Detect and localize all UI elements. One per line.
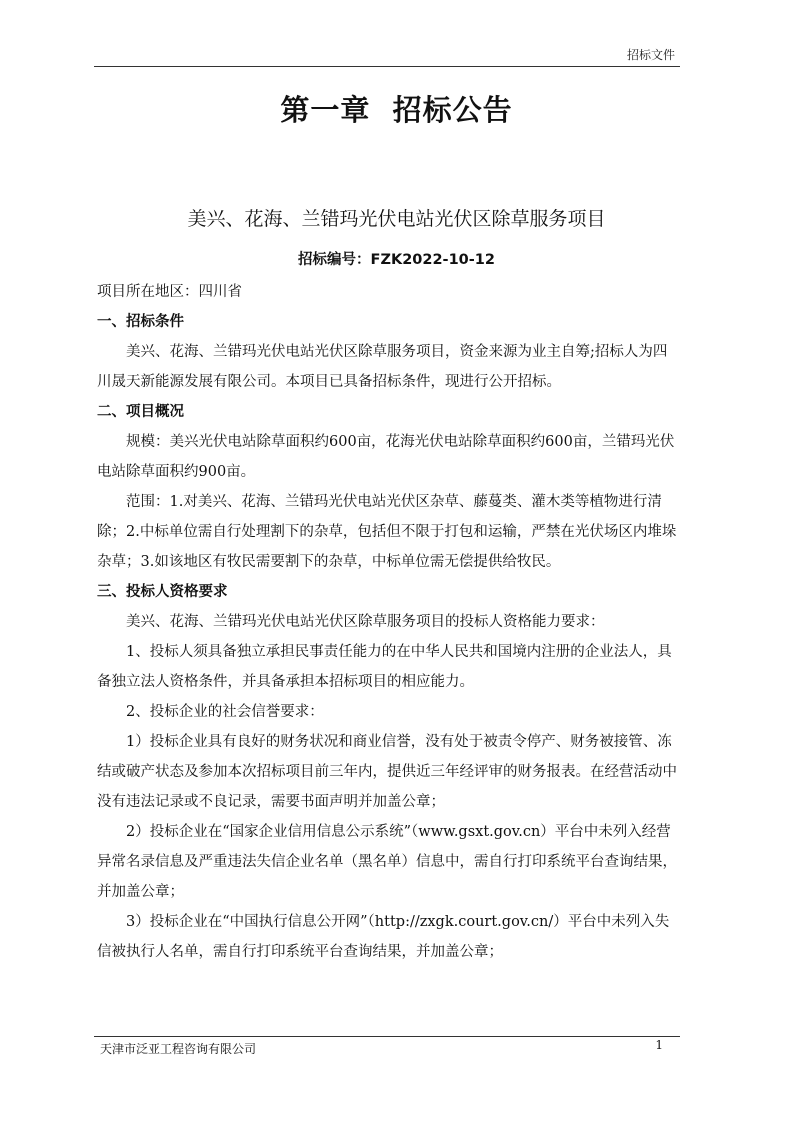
section-heading-1: 一、招标条件: [97, 314, 184, 330]
page-number: 1: [655, 1038, 663, 1052]
paragraph: 范围：1.对美兴、花海、兰错玛光伏电站光伏区杂草、藤蔓类、灌木类等植物进行清除；2.中标单位需自行处理割下的杂草，包括但不限于打包和运输，严禁在光伏场区内堆垛杂草；3.如该地区有牧民需要割下的杂草，中标单位需无偿提供给牧民。: [97, 494, 677, 570]
paragraph: 1、投标人须具备独立承担民事责任能力的在中华人民共和国境内注册的企业法人，具备独立法人资格条件，并具备承担本招标项目的相应能力。: [97, 644, 672, 690]
document-body: [97, 277, 680, 967]
paragraph: 1）投标企业具有良好的财务状况和商业信誉，没有处于被责令停产、财务被接管、冻结或破产状态及参加本次招标项目前三年内，提供近三年经评审的财务报表。在经营活动中没有违法记录或不良记录，需要书面声明并加盖公章；: [97, 734, 677, 810]
header-rule: [94, 66, 680, 67]
paragraph: 美兴、花海、兰错玛光伏电站光伏区除草服务项目的投标人资格能力要求：: [126, 614, 605, 630]
section-heading-2: 二、项目概况: [97, 404, 184, 420]
paragraph: 美兴、花海、兰错玛光伏电站光伏区除草服务项目，资金来源为业主自筹;招标人为四川晟天新能源发展有限公司。本项目已具备招标条件，现进行公开招标。: [97, 344, 668, 390]
section-heading-3: 三、投标人资格要求: [97, 584, 228, 600]
paragraph: 2）投标企业在“国家企业信用信息公示系统”（www.gsxt.gov.cn）平台中未列入经营异常名录信息及严重违法失信企业名单（黑名单）信息中，需自行打印系统平台查询结果，并加盖公章；: [97, 824, 677, 900]
paragraph: 规模：美兴光伏电站除草面积约600亩，花海光伏电站除草面积约600亩，兰错玛光伏电站除草面积约900亩。: [97, 434, 675, 480]
location: 项目所在地区：四川省: [97, 284, 242, 300]
bid-number: 招标编号：FZK2022-10-12: [298, 252, 495, 268]
project-title: 美兴、花海、兰错玛光伏电站光伏区除草服务项目: [187, 208, 606, 230]
chapter-title: 第一章 招标公告: [280, 93, 513, 127]
paragraph: 3）投标企业在“中国执行信息公开网”（http://zxgk.court.gov.cn/）平台中未列入失信被执行人名单，需自行打印系统平台查询结果，并加盖公章；: [97, 914, 670, 960]
paragraph: 2、投标企业的社会信誉要求：: [126, 704, 324, 720]
header-label: 招标文件: [626, 48, 675, 62]
footer-company: 天津市泛亚工程咨询有限公司: [100, 1042, 257, 1056]
footer-rule: [94, 1036, 680, 1037]
